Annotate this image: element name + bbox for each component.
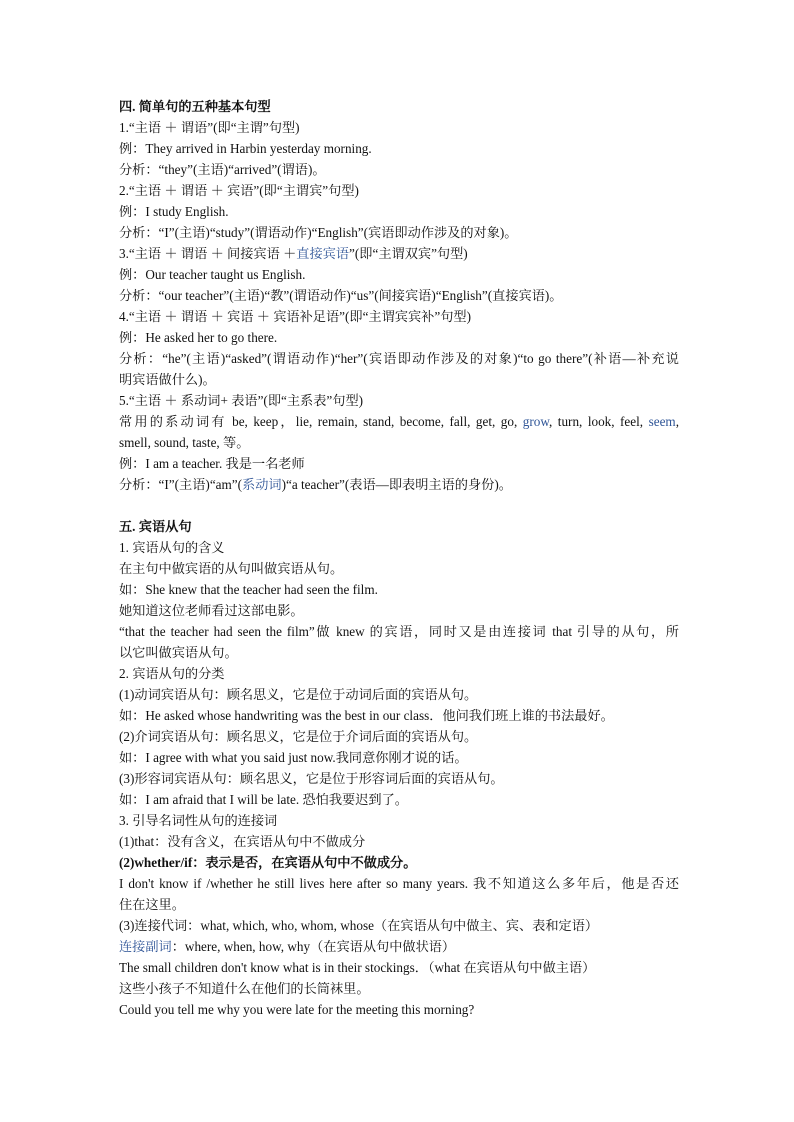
connective-whether-if: (2)whether/if：表示是否，在宾语从句中不做成分。 (119, 855, 417, 870)
stockings-example: The small children don't know what is in their stockings．（what 在宾语从句中做主语） (119, 960, 596, 975)
verb-object-clause-example: 如：He asked whose handwriting was the best in our class．他问我们班上谁的书法最好。 (119, 708, 614, 723)
meaning-note-line-2: 以它叫做宾语从句。 (119, 645, 238, 660)
adjective-object-clause-example: 如：I am afraid that I will be late. 恐怕我要迟到了。 (119, 792, 408, 807)
linking-verbs-list-line-1 (119, 411, 679, 432)
pattern-3-title-end: ”(即“主谓双宾”句型) (349, 246, 468, 261)
stockings-translation: 这些小孩子不知道什么在他们的长筒袜里。 (119, 981, 370, 996)
pattern-1-analysis: 分析：“they”(主语)“arrived”(谓语)。 (119, 162, 326, 177)
pattern-1-example: 例：They arrived in Harbin yesterday morning. (119, 141, 372, 156)
pattern-1-title: 1.“主语 ＋ 谓语”(即“主谓”句型) (119, 120, 300, 135)
seem-link[interactable]: seem (648, 414, 676, 429)
direct-object-link[interactable]: 直接宾语 (296, 246, 350, 261)
document-page (119, 96, 679, 1020)
whether-if-example-line-1: I don't know if /whether he still lives here after so many years. 我不知道这么多年后，他是否还 (119, 876, 679, 891)
linking-verbs-list-line-2: smell, sound, taste, 等。 (119, 435, 250, 450)
classification-subheading: 2. 宾语从句的分类 (119, 666, 225, 681)
meaning-translation: 她知道这位老师看过这部电影。 (119, 603, 304, 618)
preposition-object-clause: (2)介词宾语从句：顾名思义，它是位于介词后面的宾语从句。 (119, 729, 478, 744)
pattern-5-example: 例：I am a teacher. 我是一名老师 (119, 456, 305, 471)
meaning-note-line-1: “that the teacher had seen the film”做 knew 的宾语，同时又是由连接词 that 引导的从句，所 (119, 624, 679, 639)
verb-object-clause: (1)动词宾语从句：顾名思义，它是位于动词后面的宾语从句。 (119, 687, 478, 702)
connective-adverbs (119, 936, 679, 957)
connectives-subheading: 3. 引导名词性从句的连接词 (119, 813, 278, 828)
connective-adverbs-list: ：where, when, how, why（在宾语从句中做状语） (171, 939, 456, 954)
linking-verbs-list-end: , (675, 414, 679, 429)
meaning-example: 如：She knew that the teacher had seen the film. (119, 582, 378, 597)
linking-verb-link[interactable]: 系动词 (242, 477, 282, 492)
pattern-3-title-start: 3.“主语 ＋ 谓语 ＋ 间接宾语 ＋ (119, 246, 297, 261)
preposition-object-clause-example: 如：I agree with what you said just now.我同意你刚才说的话。 (119, 750, 468, 765)
section-spacer (119, 495, 679, 516)
pattern-5-analysis-end: )“a teacher”(表语—即表明主语的身份)。 (281, 477, 512, 492)
meaning-definition: 在主句中做宾语的从句叫做宾语从句。 (119, 561, 344, 576)
pattern-5-title: 5.“主语 ＋ 系动词+ 表语”(即“主系表”句型) (119, 393, 364, 408)
linking-verbs-list-start: 常用的系动词有 be, keep，lie, remain, stand, become, fall, get, go, (119, 414, 518, 429)
pattern-5-analysis-start: 分析：“I”(主语)“am”( (119, 477, 243, 492)
meaning-subheading: 1. 宾语从句的含义 (119, 540, 225, 555)
pattern-2-example: 例：I study English. (119, 204, 229, 219)
pattern-5-analysis (119, 474, 679, 495)
connective-that: (1)that：没有含义，在宾语从句中不做成分 (119, 834, 366, 849)
meeting-example: Could you tell me why you were late for the meeting this morning? (119, 1002, 475, 1017)
pattern-3-example: 例：Our teacher taught us English. (119, 267, 306, 282)
grow-link[interactable]: grow (522, 414, 550, 429)
connective-pronouns: (3)连接代词：what, which, who, whom, whose（在宾语从句中做主、宾、表和定语） (119, 918, 599, 933)
whether-if-example-line-2: 住在这里。 (119, 897, 185, 912)
pattern-4-title: 4.“主语 ＋ 谓语 ＋ 宾语 ＋ 宾语补足语”(即“主谓宾宾补”句型) (119, 309, 471, 324)
linking-verbs-list-middle: , turn, look, feel, (549, 414, 644, 429)
section-4-heading: 四. 简单句的五种基本句型 (119, 99, 271, 114)
section-5-heading: 五. 宾语从句 (119, 519, 192, 534)
pattern-4-example: 例：He asked her to go there. (119, 330, 278, 345)
pattern-2-title: 2.“主语 ＋ 谓语 ＋ 宾语”(即“主谓宾”句型) (119, 183, 359, 198)
pattern-4-analysis-line-1: 分析：“he”(主语)“asked”(谓语动作)“her”(宾语即动作涉及的对象)“to go there”(补语—补充说 (119, 351, 679, 366)
connective-adverb-link[interactable]: 连接副词 (119, 939, 172, 954)
pattern-2-analysis: 分析：“I”(主语)“study”(谓语动作)“English”(宾语即动作涉及的对象)。 (119, 225, 518, 240)
pattern-3-analysis: 分析：“our teacher”(主语)“教”(谓语动作)“us”(间接宾语)“English”(直接宾语)。 (119, 288, 563, 303)
pattern-3-title (119, 243, 679, 264)
adjective-object-clause: (3)形容词宾语从句：顾名思义，它是位于形容词后面的宾语从句。 (119, 771, 504, 786)
pattern-4-analysis-line-2: 明宾语做什么)。 (119, 372, 216, 387)
